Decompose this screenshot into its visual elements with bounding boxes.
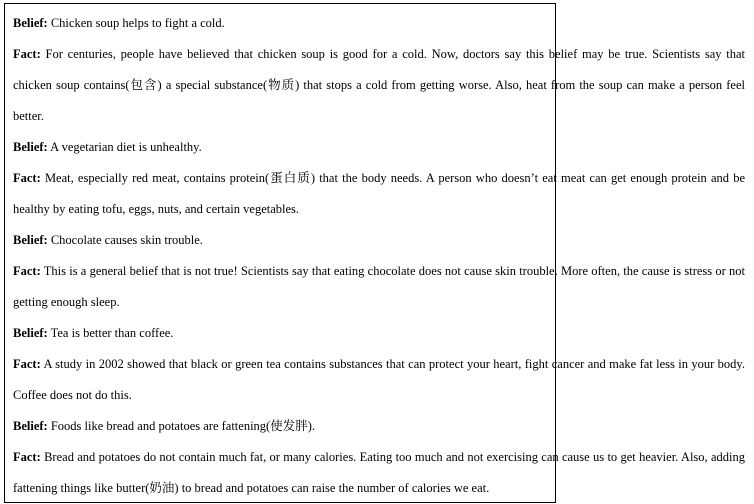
belief-paragraph: [13, 411, 745, 442]
belief-label: Belief:: [13, 233, 48, 247]
belief-text: Chicken soup helps to fight a cold.: [50, 16, 225, 30]
belief-label: Belief:: [13, 326, 48, 340]
fact-paragraph: [13, 349, 745, 411]
fact-label: Fact:: [13, 357, 41, 371]
belief-label: Belief:: [13, 419, 48, 433]
belief-text: Foods like bread and potatoes are fattening(使发胖).: [50, 419, 316, 433]
fact-paragraph: [13, 163, 745, 225]
belief-paragraph: [13, 225, 745, 256]
belief-paragraph: [13, 318, 745, 349]
fact-label: Fact:: [13, 450, 41, 464]
fact-text: A study in 2002 showed that black or green tea contains substances that can protect your heart, fight cancer and make fat less in your body. Coffee does not do this.: [13, 357, 745, 402]
fact-text: For centuries, people have believed that chicken soup is good for a cold. Now, doctors say this belief may be true. Scientists say that chicken soup contains(包含) a special substance(物质) that stops a cold from getting worse. Also, heat from the soup can make a person feel better.: [13, 47, 745, 123]
fact-text: Meat, especially red meat, contains protein(蛋白质) that the body needs. A person who doesn’t eat meat can get enough protein and be healthy by eating tofu, eggs, nuts, and certain vegetables.: [13, 171, 745, 216]
fact-text: Bread and potatoes do not contain much fat, or many calories. Eating too much and not exercising can cause us to get heavier. Also, adding fattening things like butter(奶油) to bread and potatoes can raise the number of calories we eat.: [13, 450, 746, 495]
fact-paragraph: [13, 256, 745, 318]
fact-label: Fact:: [13, 47, 41, 61]
fact-paragraph: [13, 442, 745, 504]
belief-label: Belief:: [13, 16, 48, 30]
fact-label: Fact:: [13, 171, 41, 185]
belief-text: A vegetarian diet is unhealthy.: [50, 140, 202, 154]
fact-paragraph: [13, 39, 745, 132]
belief-text: Tea is better than coffee.: [50, 326, 174, 340]
document-body: [13, 8, 745, 504]
belief-paragraph: [13, 132, 745, 163]
fact-text: This is a general belief that is not true! Scientists say that eating chocolate does not cause skin trouble. More often, the cause is stress or not getting enough sleep.: [13, 264, 745, 309]
fact-label: Fact:: [13, 264, 41, 278]
belief-label: Belief:: [13, 140, 48, 154]
belief-paragraph: [13, 8, 745, 39]
belief-text: Chocolate causes skin trouble.: [50, 233, 203, 247]
